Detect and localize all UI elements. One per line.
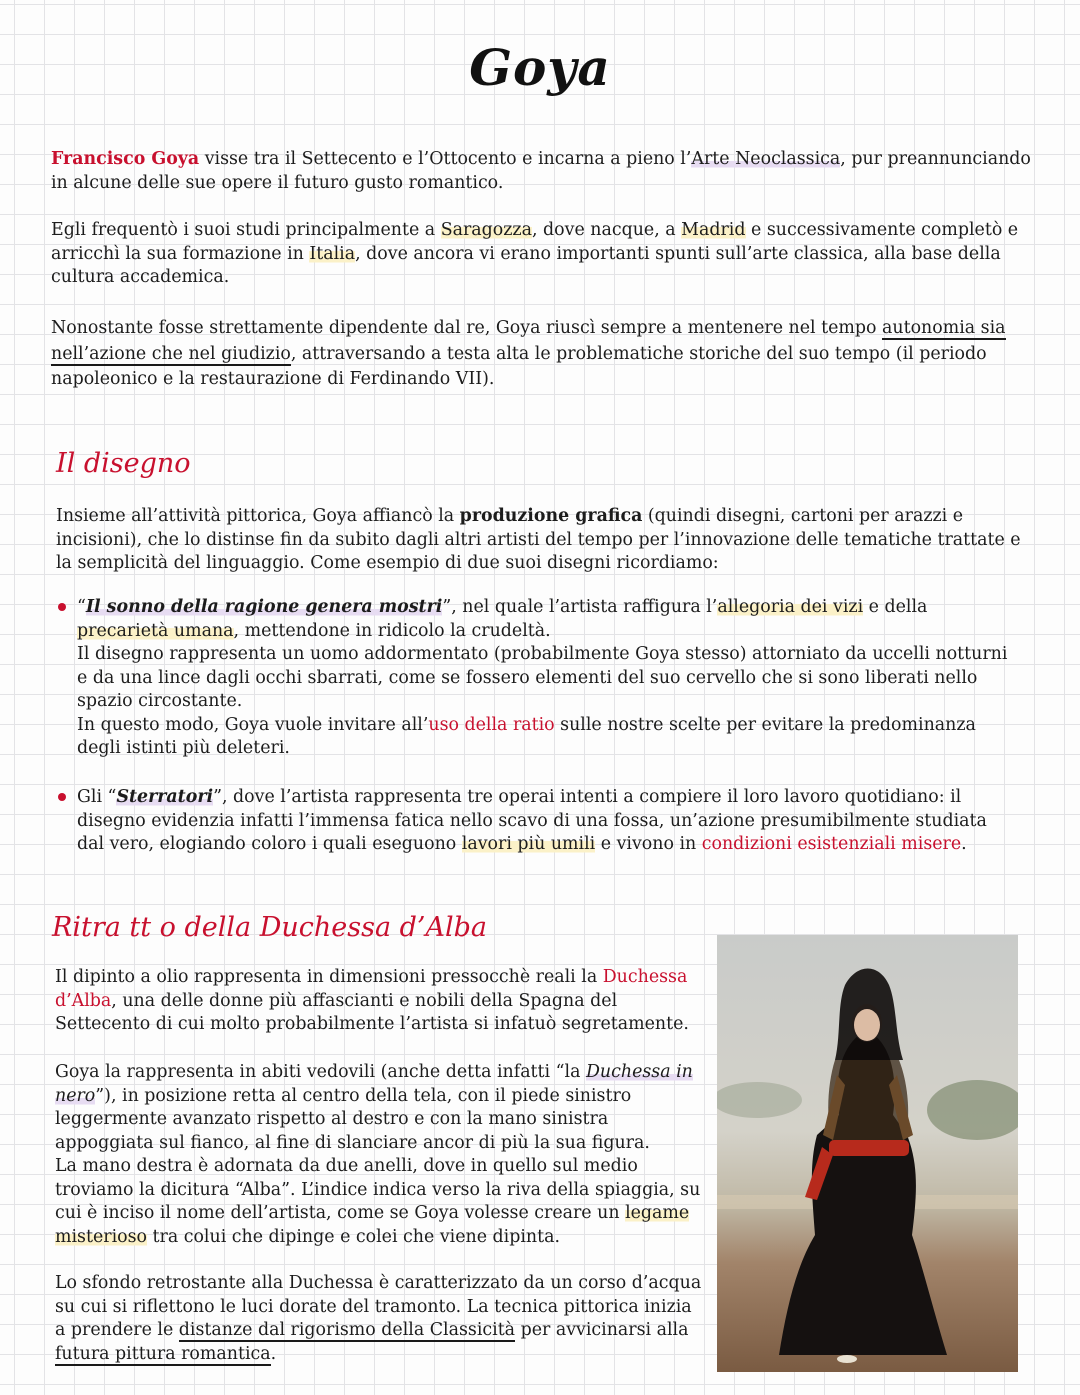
bullet-sterratori [58,786,1018,857]
section-heading-disegno: Il disegno [56,448,191,479]
place-italia: Italia [309,243,356,264]
term-allegoria-vizi: allegoria dei vizi [717,597,864,617]
work-title-sterratori: Sterratori [116,787,214,807]
term-produzione-grafica: produzione grafica [459,506,643,526]
underlined-autonomia: autonomia sia nell’azione che nel giudizio [51,318,1006,364]
term-precarieta-umana: precarietà umana [77,620,234,641]
intro-paragraph-3: Nonostante fosse strettamente dipendente dal re, Goya riuscì sempre a mentenere nel tempo autonomia sia nell’azione che nel giudizio, attraversando a testa alta le problematiche storiche del suo tempo (il periodo napoleonico e la restaurazione di Ferdinando VII). [51,318,1006,389]
ritratto-paragraph-2: Goya la rappresenta in abiti vedovili (anche detta infatti “la Duchessa in nero”), in posizione retta al centro della tela, con il piede sinistro leggermente avanzato rispetto al destro e con la mano sinistra appoggiata sul fianco, al fine di slanciare ancor di più la sua figura. La mano destra è adornata da due anelli, dove in quello sul medio troviamo la dicitura “Alba”. L’indice indica verso la riva della spiaggia, su cui è inciso il nome dell’artista, come se Goya volesse creare un legame misterioso tra colui che dipinge e colei che viene dipinta. [55,1062,701,1247]
page-title: Goya [469,38,611,97]
term-legame-misterioso: legame misterioso [55,1203,690,1247]
intro-paragraph-1: Francisco Goya visse tra il Settecento e l’Ottocento e incarna a pieno l’Arte Neoclassica, pur preannunciando in alcune delle sue opere il futuro gusto romantico. [51,149,1031,193]
bullet-sonno-text: “Il sonno della ragione genera mostri”, nel quale l’artista raffigura l’allegoria dei vizi e della precarietà umana, mettendone in ridicolo la crudeltà. Il disegno rappresenta un uomo addormentato (probabilmente Goya stesso) attorniato da uccelli notturni e da una lince dagli occhi sbarrati, come se fossero elementi del suo cervello che si sono liberati nello spazio circostante. In questo modo, Goya vuole invitare all’uso della ratio sulle nostre scelte per evitare la predominanza degli istinti più deleteri. [77,597,1008,758]
term-lavori-umili: lavori più umili [461,834,596,854]
disegno-paragraph: Insieme all’attività pittorica, Goya affiancò la produzione grafica (quindi disegni, cartoni per arazzi e incisioni), che lo distinse fin da subito dagli altri artisti del tempo per l’innovazione delle tematiche trattate e la semplicità del linguaggio. Come esempio di due suoi disegni ricordiamo: [56,506,1021,573]
term-duchessa-in-nero: Duchessa in nero [55,1062,693,1106]
underlined-distanze: distanze dal rigorismo della Classicità [178,1320,516,1340]
bullet-dot-icon [58,603,66,611]
bullet-dot-icon [58,793,66,801]
term-uso-ratio: uso della ratio [428,714,555,735]
bullet-sterratori-text: Gli “Sterratori”, dove l’artista rappresenta tre operai intenti a compiere il loro lavoro quotidiano: il disegno evidenzia infatti l’immensa fatica nello scavo di una fossa, un’azione presumibilmente studiata dal vero, elogiando coloro i quali eseguono lavori più umili e vivono in condizioni esistenziali misere. [77,787,987,854]
term-duchessa-alba: Duchessa d’Alba [55,967,688,1011]
work-title-sonno: Il sonno della ragione genera mostri [85,597,443,617]
place-saragozza: Saragozza [440,220,532,240]
bullet-sonno-ragione [58,596,1018,761]
intro-paragraph-2: Egli frequentò i suoi studi principalmente a Saragozza, dove nacque, a Madrid e successivamente completò e arricchì la sua formazione in Italia, dove ancora vi erano importanti spunti sull’arte classica, alla base della cultura accademica. [51,220,1019,287]
place-madrid: Madrid [681,220,746,240]
term-arte-neoclassica: Arte Neoclassica [691,149,841,169]
duchess-alba-painting [717,935,1018,1372]
term-condizioni-misere: condizioni esistenziali misere [701,834,962,854]
ritratto-paragraph-1: Il dipinto a olio rappresenta in dimensioni pressocchè reali la Duchessa d’Alba, una delle donne più affascianti e nobili della Spagna del Settecento di cui molto probabilmente l’artista si infatuò segretamente. [55,967,689,1034]
ritratto-paragraph-3: Lo sfondo retrostante alla Duchessa è caratterizzato da un corso d’acqua su cui si riflettono le luci dorate del tramonto. La tecnica pittorica inizia a prendere le distanze dal rigorismo della Classicità per avvicinarsi alla futura pittura romantica. [55,1273,702,1364]
section-heading-ritratto: Ritra tt o della Duchessa d’Alba [52,912,488,943]
underlined-pittura-romantica: futura pittura romantica [55,1343,271,1364]
artist-name: Francisco Goya [51,149,200,169]
painting-illustration [717,935,1018,1372]
